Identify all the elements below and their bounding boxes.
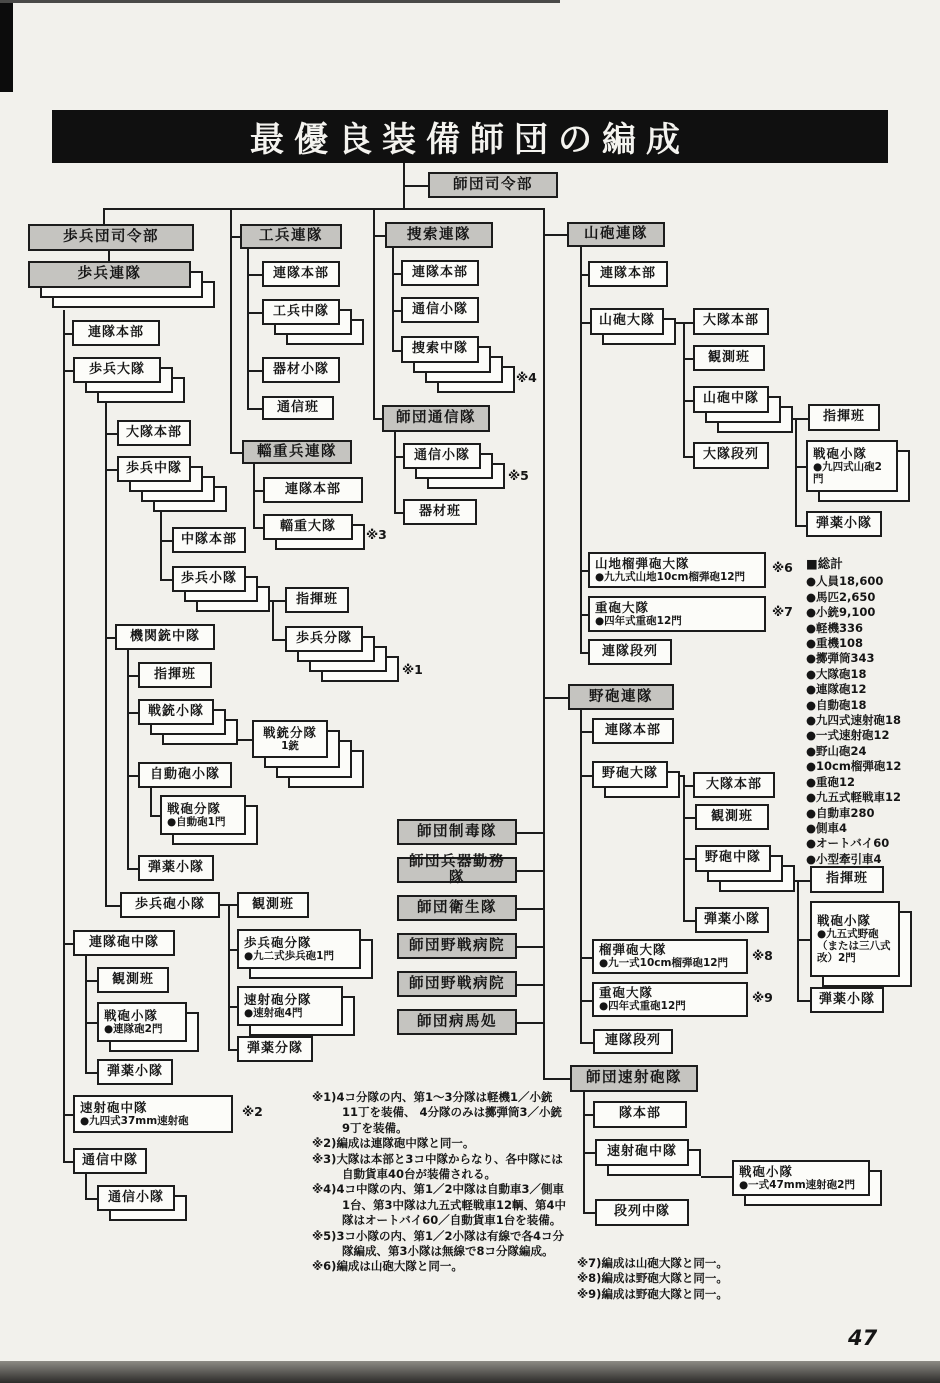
- unit-equipment: ●九九式山地10cm榴弾砲12門: [595, 570, 746, 583]
- unit-mt-bn-train: 大隊段列: [693, 442, 769, 469]
- footnote: ※2)編成は連隊砲中隊と同一。: [312, 1136, 475, 1151]
- connector-line: [583, 1152, 595, 1154]
- unit-inf-regt: 歩兵連隊: [28, 261, 191, 288]
- unit-label: 戦砲小隊: [817, 912, 872, 928]
- connector-line: [580, 570, 588, 572]
- connector-line: [392, 310, 401, 312]
- total-item: ●10cm榴弾砲12: [806, 759, 902, 774]
- unit-div-signal-mat: 器材班: [403, 499, 477, 525]
- connector-line: [701, 1176, 732, 1178]
- connector-line: [795, 525, 806, 527]
- footnote-mark-3: ※3: [366, 527, 387, 542]
- unit-regt-gun-co: 連隊砲中隊: [73, 930, 175, 956]
- unit-fa-bn-hq: 大隊本部: [693, 772, 775, 798]
- page-top-edge: [0, 0, 560, 3]
- footnote: ※3)大隊は本部と3コ中隊からなり、各中隊には自動貨車40台が装備される。: [312, 1151, 563, 1182]
- total-item: ●重砲12: [806, 774, 856, 789]
- unit-dat-hq: 隊本部: [593, 1101, 687, 1128]
- footnotes-right: [577, 1256, 817, 1302]
- connector-line: [517, 946, 543, 948]
- connector-line: [160, 512, 162, 579]
- total-item: ●野山砲24: [806, 743, 867, 758]
- unit-mt-co: 山砲中隊: [693, 386, 769, 413]
- connector-line: [127, 712, 138, 714]
- connector-line: [105, 403, 107, 905]
- unit-dat-co: 速射砲中隊: [595, 1139, 689, 1166]
- total-item: ●九五式軽戦車12: [806, 790, 902, 805]
- connector-line: [253, 490, 263, 492]
- unit-label: 重砲大隊: [599, 985, 654, 1001]
- unit-inf-co-hq: 中隊本部: [172, 527, 246, 553]
- connector-line: [63, 333, 72, 335]
- unit-inf-gun-squad: [237, 929, 361, 969]
- footnote: ※6)編成は山砲大隊と同一。: [312, 1259, 463, 1274]
- page-number: 47: [848, 1326, 878, 1350]
- unit-fa-regt-hq: 連隊本部: [592, 718, 674, 744]
- connector-line: [247, 370, 262, 372]
- unit-inf-gun-ammo-squad: 弾薬分隊: [237, 1036, 313, 1062]
- unit-dat-train: 段列中隊: [595, 1199, 689, 1226]
- footnote-mark-4: ※4: [516, 370, 537, 385]
- unit-fa-regt: 野砲連隊: [568, 684, 674, 710]
- footnotes-left: [312, 1090, 566, 1275]
- connector-line: [517, 984, 543, 986]
- unit-eng-mat-plt: 器材小隊: [262, 357, 340, 383]
- footnote-mark-7: ※7: [772, 604, 793, 619]
- unit-inf-bn-hq: 大隊本部: [117, 420, 191, 446]
- unit-svc-gas: 師団制毒隊: [397, 819, 517, 845]
- connector-line: [543, 234, 567, 236]
- unit-mt-regt-hq: 連隊本部: [588, 261, 668, 287]
- connector-line: [272, 639, 285, 641]
- unit-label: 重砲大隊: [595, 599, 650, 615]
- unit-mt-regt-train: 連隊段列: [588, 639, 672, 665]
- connector-line: [683, 817, 695, 819]
- connector-line: [228, 1049, 237, 1051]
- connector-line: [105, 433, 117, 435]
- unit-regt-gun-plt: [97, 1002, 187, 1042]
- total-item: ●側車4: [806, 820, 848, 835]
- unit-mt-bn: 山砲大隊: [590, 308, 664, 335]
- connector-line: [683, 858, 695, 860]
- connector-line: [797, 1000, 810, 1002]
- unit-eng-regt: 工兵連隊: [240, 224, 342, 249]
- unit-fa-co-cmd: 指揮班: [810, 866, 884, 893]
- page-title: 最優良装備師団の編成: [250, 120, 690, 160]
- total-item: ●小銃9,100: [806, 605, 876, 620]
- unit-div-signal: 師団通信隊: [382, 405, 490, 432]
- connector-line: [103, 208, 545, 210]
- unit-inf-co: 歩兵中隊: [117, 456, 191, 482]
- unit-fa-co: 野砲中隊: [695, 845, 771, 872]
- unit-svc-field-hospital-1: 師団野戦病院: [397, 933, 517, 959]
- footnote-mark-2: ※2: [242, 1104, 263, 1119]
- footnote: ※7)編成は山砲大隊と同一。: [577, 1256, 728, 1270]
- totals-header: ■総計: [806, 556, 843, 571]
- unit-dat-gun-plt: [732, 1160, 870, 1196]
- unit-mt-co-cmd: 指揮班: [808, 404, 880, 431]
- unit-equipment: ●自動砲1門: [167, 815, 226, 828]
- unit-inf-gun-plt: 歩兵砲小隊: [120, 892, 220, 918]
- unit-recon-regt-hq: 連隊本部: [401, 260, 479, 286]
- unit-label: 戦銃分隊: [262, 724, 317, 740]
- total-item: ●人員18,600: [806, 574, 884, 589]
- connector-line: [253, 527, 263, 529]
- footnote-mark-6: ※6: [772, 560, 793, 575]
- unit-equipment: ●四年式重砲12門: [595, 614, 682, 627]
- unit-fa-heavy-bn: [592, 982, 748, 1017]
- connector-line: [150, 815, 160, 817]
- connector-line: [63, 1161, 73, 1163]
- connector-line: [247, 312, 262, 314]
- unit-autocannon-plt: 自動砲小隊: [138, 762, 232, 788]
- connector-line: [583, 1114, 593, 1116]
- title-bar: [52, 110, 888, 163]
- unit-label: 山地榴弾砲大隊: [595, 555, 690, 571]
- connector-line: [103, 208, 105, 224]
- unit-inf-group-hq: 歩兵団司令部: [28, 224, 194, 251]
- unit-recon-regt: 捜索連隊: [385, 222, 493, 248]
- footnote: ※4)4コ中隊の内、第1／2中隊は自動車3／側車1台、第3中隊は九五式軽戦車12輌、第4中隊はオートバイ60／自動貨車1台を装備。: [312, 1182, 567, 1228]
- connector-line: [517, 1022, 543, 1024]
- connector-line: [795, 466, 806, 468]
- unit-mt-regt: 山砲連隊: [567, 222, 665, 247]
- total-item: ●連隊砲12: [806, 682, 867, 697]
- unit-regt-gun-obs: 観測班: [97, 967, 169, 993]
- connector-line: [543, 208, 545, 1079]
- connector-line: [683, 322, 685, 456]
- connector-line: [583, 1212, 595, 1214]
- unit-gun-plt: 戦銃小隊: [138, 699, 214, 725]
- footnote: ※1)4コ分隊の内、第1～3分隊は軽機1／小銃11丁を装備、 4分隊のみは擲弾筒3／小銃9丁を装備。: [312, 1090, 563, 1135]
- unit-autocannon-squad: [160, 795, 246, 835]
- unit-mt-heavy-bn: [588, 596, 766, 632]
- unit-fa-gun-plt: [810, 901, 900, 977]
- unit-dat-unit: 師団速射砲隊: [570, 1065, 698, 1092]
- connector-line: [272, 600, 274, 640]
- connector-line: [683, 456, 693, 458]
- footnote: ※9)編成は野砲大隊と同一。: [577, 1286, 728, 1301]
- connector-line: [795, 418, 797, 525]
- connector-line: [85, 1174, 87, 1198]
- connector-line: [63, 310, 65, 1161]
- footnote: ※8)編成は野砲大隊と同一。: [577, 1271, 728, 1286]
- connector-line: [517, 870, 543, 872]
- connector-line: [580, 957, 592, 959]
- connector-line: [394, 456, 403, 458]
- connector-line: [797, 939, 810, 941]
- unit-fa-obs: 観測班: [695, 804, 769, 830]
- connector-line: [247, 408, 262, 410]
- unit-inf-plt-cmd: 指揮班: [285, 587, 349, 613]
- unit-regt-gun-ammo: 弾薬小隊: [97, 1059, 173, 1085]
- connector-line: [127, 650, 129, 868]
- unit-mt-how-bn: [588, 552, 766, 588]
- connector-line: [85, 1198, 97, 1200]
- connector-line: [230, 208, 232, 454]
- connector-line: [228, 1006, 237, 1008]
- unit-mg-ammo-plt: 弾薬小隊: [138, 855, 214, 881]
- connector-line: [394, 432, 396, 512]
- connector-line: [85, 1072, 97, 1074]
- connector-line: [63, 370, 73, 372]
- connector-line: [392, 350, 401, 352]
- connector-line: [228, 949, 237, 951]
- unit-equipment: ●九四式山砲2門: [813, 460, 882, 485]
- unit-transport-regt: 輜重兵連隊: [242, 440, 352, 464]
- connector-line: [683, 775, 685, 920]
- footnote-mark-8: ※8: [752, 948, 773, 963]
- connector-line: [517, 908, 543, 910]
- unit-division-hq: 師団司令部: [428, 172, 558, 198]
- connector-line: [105, 905, 120, 907]
- connector-line: [580, 274, 588, 276]
- total-item: ●大隊砲18: [806, 666, 867, 681]
- page-bottom-edge: [0, 1361, 940, 1383]
- unit-equipment: 1銃: [281, 739, 299, 752]
- connector-line: [108, 251, 110, 261]
- connector-line: [253, 464, 255, 527]
- unit-equipment: ●九一式10cm榴弾砲12門: [599, 957, 729, 970]
- connector-line: [683, 785, 693, 787]
- unit-label: 速射砲中隊: [80, 1099, 148, 1115]
- unit-recon-co: 捜索中隊: [401, 336, 479, 363]
- unit-label: 戦砲小隊: [813, 445, 868, 461]
- total-item: ●重機108: [806, 636, 864, 651]
- total-item: ●自動車280: [806, 805, 875, 820]
- unit-mg-cmd: 指揮班: [138, 662, 212, 688]
- connector-line: [127, 675, 138, 677]
- unit-fa-how-bn: [592, 939, 748, 974]
- unit-gun-squad: [252, 720, 328, 758]
- connector-line: [543, 1078, 570, 1080]
- connector-line: [403, 185, 428, 187]
- unit-eng-signal: 通信班: [262, 396, 334, 420]
- connector-line: [392, 248, 394, 350]
- connector-line: [683, 400, 693, 402]
- unit-mt-gun-plt: [806, 440, 898, 492]
- unit-inf-plt: 歩兵小隊: [172, 566, 246, 592]
- unit-svc-ordnance: 師団兵器勤務隊: [397, 857, 517, 883]
- total-item: ●オートバイ60: [806, 836, 890, 851]
- unit-inf-gun-obs: 観測班: [237, 892, 309, 918]
- unit-fa-bn: 野砲大隊: [592, 761, 668, 788]
- connector-line: [373, 208, 375, 419]
- unit-mt-bn-hq: 大隊本部: [693, 308, 769, 335]
- connector-line: [105, 469, 117, 471]
- totals-list: [806, 556, 901, 867]
- connector-line: [85, 956, 87, 1072]
- footnote-mark-1: ※1: [402, 662, 423, 677]
- unit-recon-signal-plt: 通信小隊: [401, 297, 479, 323]
- connector-line: [580, 652, 588, 654]
- connector-line: [580, 775, 592, 777]
- connector-line: [373, 235, 385, 237]
- connector-line: [683, 358, 693, 360]
- connector-line: [230, 236, 240, 238]
- unit-svc-field-hospital-2: 師団野戦病院: [397, 971, 517, 997]
- total-item: ●馬匹2,650: [806, 589, 876, 604]
- connector-line: [230, 452, 242, 454]
- unit-label: 歩兵砲分隊: [244, 934, 312, 950]
- unit-equipment: ●九五式野砲（または三八式改）2門: [817, 927, 891, 965]
- unit-equipment: ●九四式37mm速射砲: [80, 1114, 189, 1127]
- connector-line: [580, 247, 582, 652]
- total-item: ●自動砲18: [806, 697, 867, 712]
- connector-line: [160, 579, 172, 581]
- unit-at-co: [73, 1095, 233, 1133]
- connector-line: [150, 788, 152, 815]
- unit-eng-co: 工兵中隊: [262, 299, 340, 325]
- unit-label: 戦砲小隊: [104, 1007, 159, 1023]
- connector-line: [127, 775, 138, 777]
- unit-equipment: ●速射砲4門: [244, 1006, 303, 1019]
- connector-line: [85, 1022, 97, 1024]
- connector-line: [580, 731, 592, 733]
- connector-line: [247, 274, 262, 276]
- footnote-mark-9: ※9: [752, 990, 773, 1005]
- connector-line: [85, 980, 97, 982]
- unit-equipment: ●連隊砲2門: [104, 1022, 163, 1035]
- connector-line: [63, 1114, 73, 1116]
- connector-line: [580, 614, 588, 616]
- connector-line: [580, 322, 590, 324]
- unit-fa-regt-train: 連隊段列: [593, 1029, 673, 1054]
- unit-inf-bn: 歩兵大隊: [73, 357, 161, 383]
- total-item: ●一式速射砲12: [806, 728, 890, 743]
- footnote: ※5)3コ小隊の内、第1／2小隊は有線で各4コ分隊編成、第3小隊は無線で8コ分隊編成。: [312, 1228, 564, 1259]
- unit-fa-plt-ammo: 弾薬小隊: [810, 987, 884, 1013]
- connector-line: [517, 832, 543, 834]
- unit-inf-squad: 歩兵分隊: [285, 626, 363, 652]
- unit-label: 戦砲小隊: [739, 1163, 794, 1179]
- connector-line: [127, 868, 138, 870]
- unit-label: 戦砲分隊: [167, 800, 222, 816]
- connector-line: [392, 273, 401, 275]
- unit-mt-obs: 観測班: [693, 345, 765, 371]
- footnote-mark-5: ※5: [508, 468, 529, 483]
- unit-inf-regt-hq: 連隊本部: [72, 320, 160, 346]
- connector-line: [580, 710, 582, 1042]
- connector-line: [105, 637, 115, 639]
- unit-svc-veterinary: 師団病馬処: [397, 1009, 517, 1035]
- unit-label: 速射砲分隊: [244, 991, 312, 1007]
- unit-transport-regt-hq: 連隊本部: [263, 477, 363, 503]
- unit-at-squad: [237, 986, 343, 1026]
- total-item: ●九四式速射砲18: [806, 713, 902, 728]
- unit-equipment: ●九二式歩兵砲1門: [244, 949, 334, 962]
- total-item: ●擲弾筒343: [806, 651, 875, 666]
- connector-line: [543, 697, 568, 699]
- unit-equipment: ●一式47mm速射砲2門: [739, 1178, 855, 1191]
- connector-line: [228, 904, 230, 1049]
- unit-label: 榴弾砲大隊: [599, 942, 667, 958]
- connector-line: [580, 1000, 592, 1002]
- unit-mt-ammo-plt: 弾薬小隊: [806, 511, 882, 537]
- total-item: ●小型牽引車4: [806, 851, 882, 866]
- unit-transport-bn: 輜重大隊: [263, 514, 353, 540]
- connector-line: [580, 1042, 593, 1044]
- connector-line: [63, 943, 73, 945]
- unit-signal-co: 通信中隊: [73, 1148, 147, 1174]
- unit-fa-bn-ammo: 弾薬小隊: [695, 907, 769, 933]
- total-item: ●軽機336: [806, 620, 864, 635]
- connector-line: [247, 249, 249, 409]
- connector-line: [683, 920, 695, 922]
- unit-signal-plt: 通信小隊: [97, 1185, 175, 1211]
- unit-eng-regt-hq: 連隊本部: [262, 261, 340, 287]
- unit-div-signal-plt: 通信小隊: [403, 443, 481, 469]
- unit-mg-co: 機関銃中隊: [115, 624, 215, 650]
- connector-line: [160, 540, 172, 542]
- page-corner-mark: [0, 0, 13, 92]
- connector-line: [373, 418, 382, 420]
- unit-equipment: ●四年式重砲12門: [599, 1000, 686, 1013]
- connector-line: [394, 512, 403, 514]
- unit-svc-medical: 師団衛生隊: [397, 895, 517, 921]
